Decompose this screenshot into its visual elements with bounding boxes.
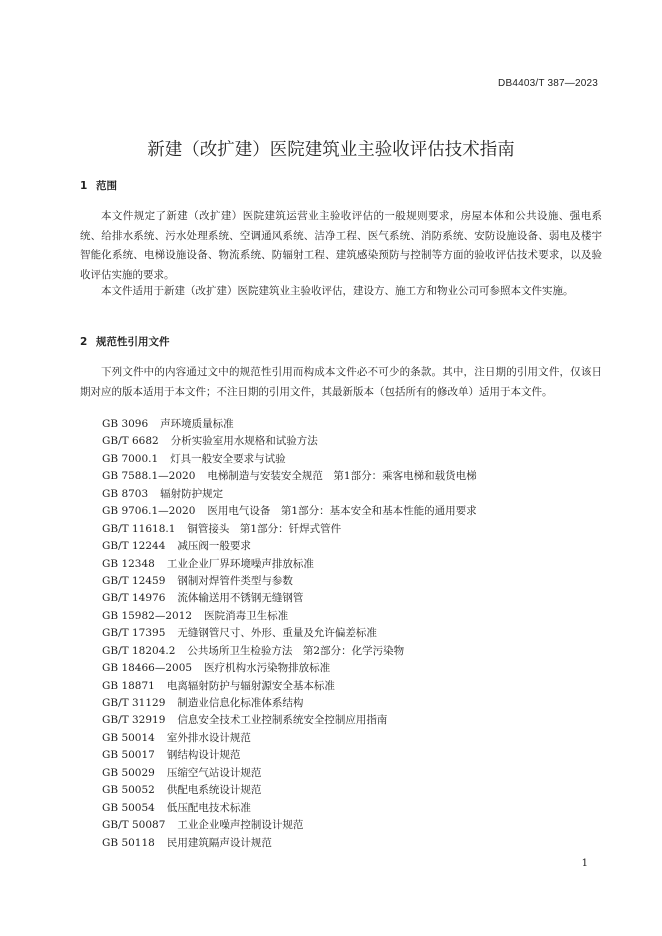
reference-title: 分析实验室用水规格和试验方法: [170, 435, 318, 448]
reference-title: 减压阀一般要求: [177, 540, 251, 553]
reference-code: GB/T 17395: [102, 627, 166, 640]
reference-code: GB 50118: [102, 836, 155, 849]
reference-list: [102, 416, 477, 852]
document-code: DB4403/T 387—2023: [498, 78, 598, 89]
reference-code: GB 50017: [102, 749, 155, 762]
reference-item: [102, 712, 477, 729]
reference-item: [102, 416, 477, 433]
reference-title: 电梯制造与安装安全规范 第1部分：乘客电梯和载货电梯: [207, 470, 477, 483]
section-2-number: 2: [80, 336, 88, 348]
reference-code: GB/T 12244: [102, 540, 166, 553]
reference-title: 制造业信息化标准体系结构: [177, 697, 304, 709]
reference-code: GB 12348: [102, 557, 155, 570]
reference-title: 医疗机构水污染物排放标准: [204, 662, 331, 675]
reference-code: GB 50052: [102, 784, 155, 797]
reference-code: GB 18871: [102, 679, 155, 692]
reference-item: [102, 660, 477, 677]
reference-item: [102, 556, 477, 573]
reference-title: 工业企业噪声控制设计规范: [177, 819, 304, 832]
reference-item: [102, 800, 477, 817]
reference-title: 辐射防护规定: [160, 487, 224, 500]
reference-item: [102, 695, 477, 712]
section-2-title: 规范性引用文件: [96, 336, 170, 348]
reference-item: [102, 730, 477, 747]
reference-code: GB 7000.1: [102, 452, 159, 465]
reference-code: GB/T 11618.1: [102, 522, 176, 535]
reference-item: [102, 451, 477, 468]
reference-code: GB 50054: [102, 801, 155, 814]
reference-code: GB/T 14976: [102, 592, 166, 605]
reference-item: [102, 817, 477, 834]
reference-item: [102, 433, 477, 450]
reference-item: [102, 747, 477, 764]
scope-paragraph-1: 本文件规定了新建（改扩建）医院建筑运营业主验收评估的一般规则要求，房屋本体和公共设施、强电系统、给排水系统、污水处理系统、空调通风系统、洁净工程、医气系统、消防系统、安防设施设备、弱电及楼宇智能化系统、电梯设施设备、物流系统、防辐射工程、建筑感染预防与控制等方面的验收评估技术要求，以及验收评估实施的要求。: [80, 210, 602, 281]
reference-title: 电离辐射防护与辐射源安全基本标准: [166, 679, 335, 692]
section-2-heading: [80, 334, 170, 349]
reference-item: [102, 486, 477, 503]
reference-item: [102, 468, 477, 485]
reference-item: [102, 608, 477, 625]
document-title: 新建（改扩建）医院建筑业主验收评估技术指南: [147, 140, 515, 160]
reference-code: GB/T 31129: [102, 697, 166, 709]
reference-title: 公共场所卫生检验方法 第2部分：化学污染物: [187, 644, 405, 657]
reference-item: [102, 538, 477, 555]
reference-item: [102, 835, 477, 852]
reference-code: GB 8703: [102, 487, 149, 500]
reference-item: [102, 503, 477, 520]
reference-title: 供配电系统设计规范: [166, 784, 262, 797]
reference-code: GB 18466—2005: [102, 662, 193, 675]
reference-title: 室外排水设计规范: [166, 731, 251, 744]
reference-title: 流体输送用不锈钢无缝钢管: [177, 592, 304, 605]
section-1-title: 范围: [96, 180, 117, 192]
reference-code: GB 9706.1—2020: [102, 505, 196, 518]
reference-code: GB/T 12459: [102, 574, 166, 587]
page-number: 1: [581, 858, 588, 869]
reference-item: [102, 573, 477, 590]
reference-item: [102, 678, 477, 695]
reference-code: GB 7588.1—2020: [102, 470, 196, 483]
reference-title: 钢制对焊管件类型与参数: [177, 574, 293, 587]
references-intro: 下列文件中的内容通过文中的规范性引用而构成本文件必不可少的条款。其中，注日期的引用文件，仅该日期对应的版本适用于本文件；不注日期的引用文件，其最新版本（包括所有的修改单）适用于本文件。: [80, 366, 602, 398]
reference-title: 灯具一般安全要求与试验: [170, 452, 286, 465]
reference-code: GB/T 50087: [102, 819, 166, 832]
reference-title: 工业企业厂界环境噪声排放标准: [166, 557, 314, 570]
reference-title: 钢结构设计规范: [166, 749, 241, 762]
reference-code: GB 50029: [102, 766, 155, 779]
reference-title: 压缩空气站设计规范: [166, 766, 262, 779]
reference-item: [102, 643, 477, 660]
section-1-heading: [80, 178, 117, 193]
reference-code: GB 50014: [102, 731, 155, 744]
reference-title: 铜管接头 第1部分：钎焊式管件: [187, 522, 342, 535]
section-1-number: 1: [80, 180, 88, 192]
reference-title: 信息安全技术工业控制系统安全控制应用指南: [177, 714, 388, 727]
reference-title: 低压配电技术标准: [166, 801, 251, 814]
reference-item: [102, 782, 477, 799]
reference-item: [102, 521, 477, 538]
reference-title: 无缝钢管尺寸、外形、重量及允许偏差标准: [177, 627, 377, 640]
reference-title: 民用建筑隔声设计规范: [166, 836, 272, 849]
reference-code: GB 3096: [102, 418, 149, 430]
reference-code: GB/T 6682: [102, 435, 159, 448]
reference-code: GB/T 32919: [102, 714, 166, 727]
reference-title: 医用电气设备 第1部分：基本安全和基本性能的通用要求: [207, 505, 477, 518]
reference-title: 医院消毒卫生标准: [204, 609, 289, 622]
reference-item: [102, 765, 477, 782]
scope-paragraph-2: 本文件适用于新建（改扩建）医院建筑业主验收评估，建设方、施工方和物业公司可参照本文件实施。: [101, 285, 574, 297]
reference-item: [102, 625, 477, 642]
reference-title: 声环境质量标准: [160, 418, 234, 430]
reference-code: GB/T 18204.2: [102, 644, 176, 657]
reference-code: GB 15982—2012: [102, 609, 193, 622]
reference-item: [102, 590, 477, 607]
